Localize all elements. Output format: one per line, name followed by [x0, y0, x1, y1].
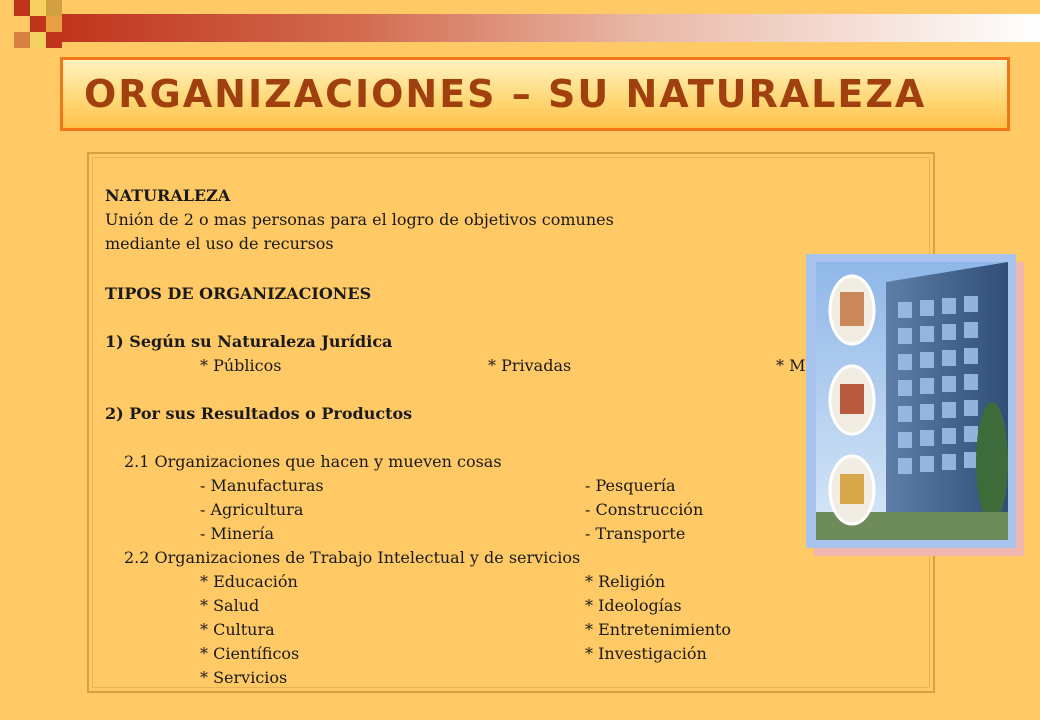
list-item: - Minería — [200, 524, 275, 543]
list-item: * Ideologías — [585, 596, 682, 615]
heading-naturaleza: NATURALEZA — [105, 186, 231, 205]
list-item: * Cultura — [200, 620, 275, 639]
list-item: * Educación — [200, 572, 298, 591]
list-item: - Transporte — [585, 524, 686, 543]
list-item: * Públicos — [200, 356, 282, 375]
definition-line-2: mediante el uso de recursos — [105, 234, 334, 253]
section-2-heading: 2) Por sus Resultados o Productos — [105, 404, 413, 423]
heading-tipos: TIPOS DE ORGANIZACIONES — [105, 284, 372, 303]
slide-title: ORGANIZACIONES – SU NATURALEZA — [84, 72, 927, 116]
header-gradient-bar — [60, 14, 1040, 42]
list-item: * Entretenimiento — [585, 620, 732, 639]
definition-line-1: Unión de 2 o mas personas para el logro de objetivos comunes — [105, 210, 614, 229]
list-item: - Agricultura — [200, 500, 304, 519]
list-item: * Científicos — [200, 644, 300, 663]
section-1-heading: 1) Según su Naturaleza Jurídica — [105, 332, 393, 351]
list-item: * Servicios — [200, 668, 288, 687]
list-item: - Manufacturas — [200, 476, 324, 495]
building-photo-icon — [816, 262, 1008, 540]
list-item: - Pesquería — [585, 476, 676, 495]
list-item: * M — [776, 356, 806, 375]
subsection-2-1-heading: 2.1 Organizaciones que hacen y mueven cosas — [124, 452, 502, 471]
list-item: * Privadas — [488, 356, 572, 375]
list-item: * Religión — [585, 572, 666, 591]
subsection-2-2-heading: 2.2 Organizaciones de Trabajo Intelectual y de servicios — [124, 548, 581, 567]
list-item: - Construcción — [585, 500, 704, 519]
list-item: * Investigación — [585, 644, 707, 663]
list-item: * Salud — [200, 596, 260, 615]
